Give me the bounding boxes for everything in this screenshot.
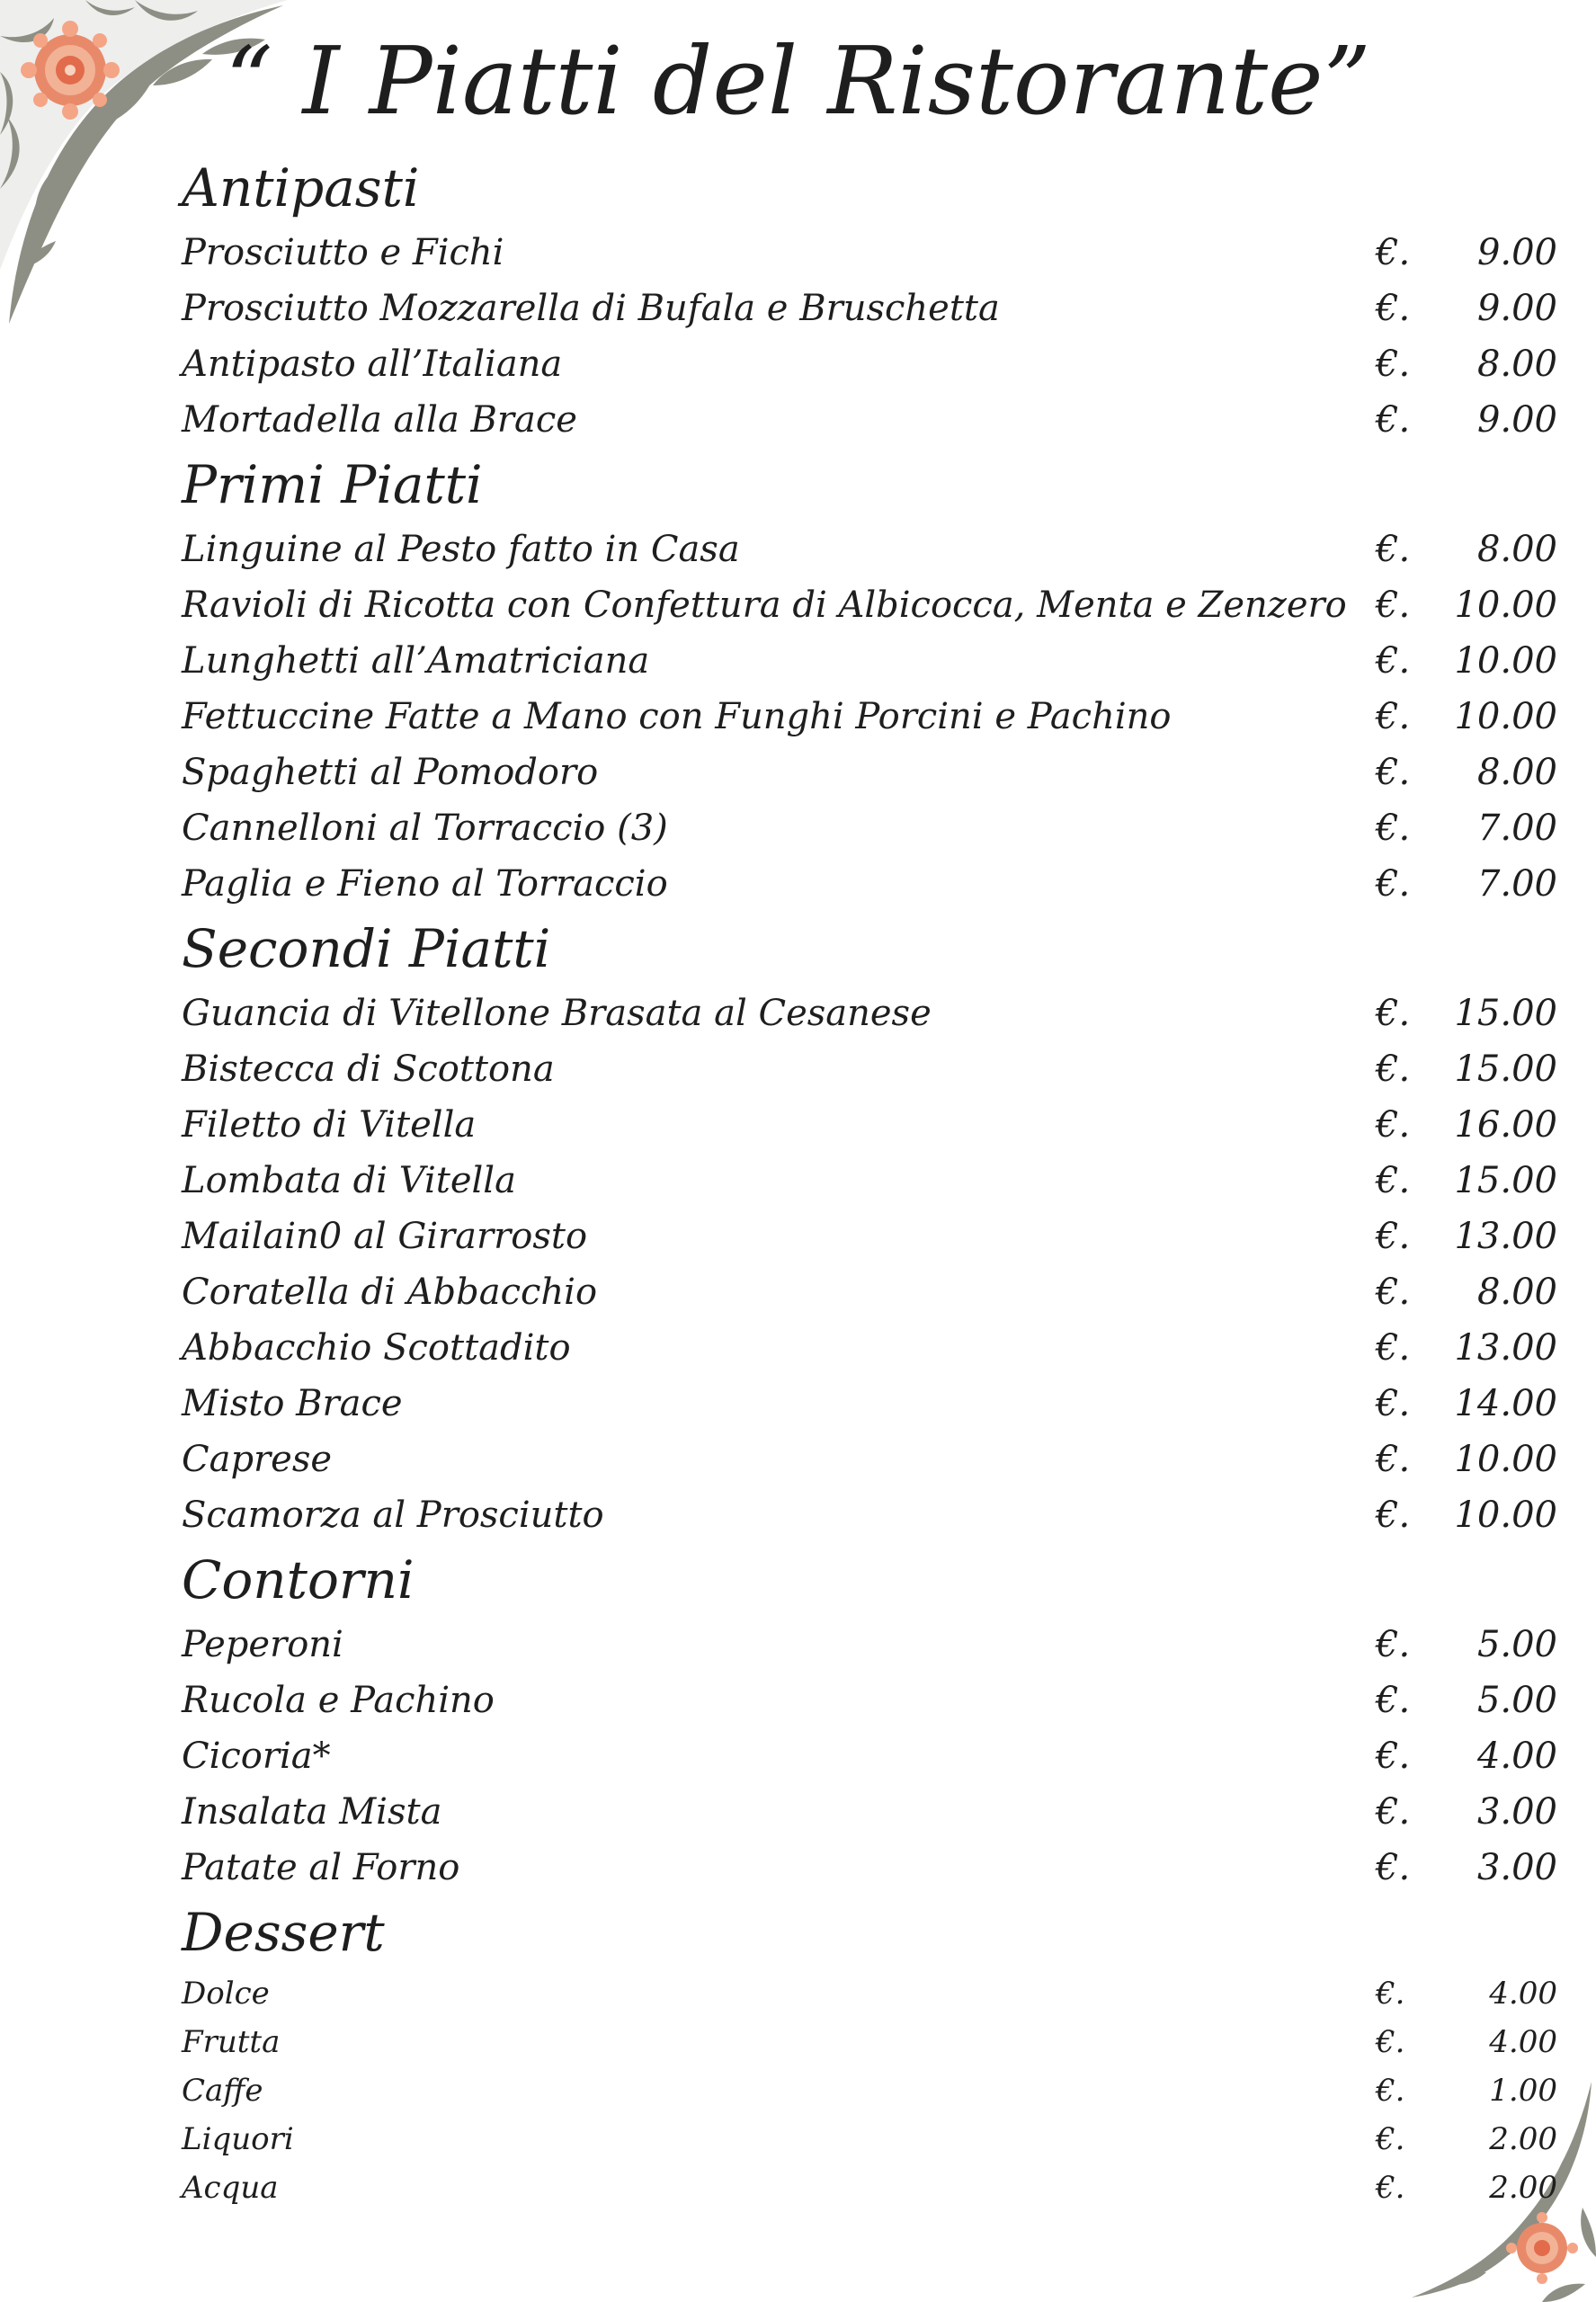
menu-title: “ I Piatti del Ristorante” bbox=[225, 26, 1371, 136]
section-primi-piatti bbox=[182, 448, 1566, 912]
currency-label: €. bbox=[1376, 696, 1411, 737]
menu-item bbox=[182, 1673, 1566, 1728]
item-price: 8.00 bbox=[1476, 529, 1557, 570]
item-name: Antipasto all’Italiana bbox=[182, 344, 563, 385]
currency-label: €. bbox=[1376, 1976, 1405, 2012]
section-title: Antipasti bbox=[182, 157, 420, 219]
item-price: 4.00 bbox=[1489, 1976, 1557, 2012]
item-price: 4.00 bbox=[1489, 2024, 1557, 2060]
item-price: 5.00 bbox=[1476, 1624, 1557, 1665]
item-name: Frutta bbox=[182, 2024, 281, 2060]
item-price: 9.00 bbox=[1476, 232, 1557, 273]
currency-label: €. bbox=[1376, 863, 1411, 905]
item-price: 10.00 bbox=[1454, 1439, 1557, 1480]
currency-label: €. bbox=[1376, 752, 1411, 793]
currency-label: €. bbox=[1376, 807, 1411, 849]
item-price: 15.00 bbox=[1454, 1048, 1557, 1090]
currency-label: €. bbox=[1376, 584, 1411, 626]
currency-label: €. bbox=[1376, 1624, 1411, 1665]
menu-item bbox=[182, 1432, 1566, 1487]
currency-label: €. bbox=[1376, 344, 1411, 385]
item-price: 10.00 bbox=[1454, 584, 1557, 626]
item-price: 8.00 bbox=[1476, 344, 1557, 385]
section-title: Secondi Piatti bbox=[182, 918, 551, 979]
section-title: Primi Piatti bbox=[182, 454, 483, 515]
menu-item bbox=[182, 336, 1566, 392]
item-price: 15.00 bbox=[1454, 993, 1557, 1034]
section-title: Contorni bbox=[182, 1549, 415, 1611]
item-name: Abbacchio Scottadito bbox=[182, 1327, 571, 1369]
section-antipasti bbox=[182, 151, 1566, 448]
item-price: 14.00 bbox=[1454, 1383, 1557, 1424]
item-price: 5.00 bbox=[1476, 1680, 1557, 1721]
item-name: Lunghetti all’Amatriciana bbox=[182, 640, 650, 682]
menu-item bbox=[182, 745, 1566, 800]
item-name: Cicoria* bbox=[182, 1735, 331, 1777]
item-price: 8.00 bbox=[1476, 1271, 1557, 1313]
item-price: 3.00 bbox=[1476, 1847, 1557, 1888]
item-name: Acqua bbox=[182, 2170, 279, 2206]
menu-item bbox=[182, 281, 1566, 336]
item-price: 2.00 bbox=[1489, 2121, 1557, 2157]
item-name: Scamorza al Prosciutto bbox=[182, 1495, 604, 1536]
item-name: Prosciutto e Fichi bbox=[182, 232, 504, 273]
item-name: Insalata Mista bbox=[182, 1791, 442, 1833]
item-name: Coratella di Abbacchio bbox=[182, 1271, 598, 1313]
menu-item bbox=[182, 1617, 1566, 1673]
menu-item bbox=[182, 577, 1566, 633]
currency-label: €. bbox=[1376, 2170, 1405, 2206]
item-name: Mailain0 al Girarrosto bbox=[182, 1216, 588, 1257]
menu-item bbox=[182, 856, 1566, 912]
section-dessert bbox=[182, 1896, 1566, 2212]
currency-label: €. bbox=[1376, 232, 1411, 273]
menu-item bbox=[182, 2115, 1566, 2164]
menu-item bbox=[182, 689, 1566, 745]
item-name: Lombata di Vitella bbox=[182, 1160, 516, 1201]
currency-label: €. bbox=[1376, 1680, 1411, 1721]
item-price: 9.00 bbox=[1476, 399, 1557, 441]
menu-item bbox=[182, 1487, 1566, 1543]
currency-label: €. bbox=[1376, 1216, 1411, 1257]
item-price: 10.00 bbox=[1454, 1495, 1557, 1536]
item-name: Liquori bbox=[182, 2121, 294, 2157]
menu-item bbox=[182, 2066, 1566, 2115]
item-price: 7.00 bbox=[1476, 863, 1557, 905]
item-name: Fettuccine Fatte a Mano con Funghi Porcini e Pachino bbox=[182, 696, 1172, 737]
menu-item bbox=[182, 1784, 1566, 1840]
item-price: 7.00 bbox=[1476, 807, 1557, 849]
menu-item bbox=[182, 1376, 1566, 1432]
item-name: Misto Brace bbox=[182, 1383, 403, 1424]
item-price: 3.00 bbox=[1476, 1791, 1557, 1833]
menu-item bbox=[182, 1041, 1566, 1097]
currency-label: €. bbox=[1376, 1847, 1411, 1888]
item-name: Dolce bbox=[182, 1976, 270, 2012]
item-name: Prosciutto Mozzarella di Bufala e Bruschetta bbox=[182, 288, 1000, 329]
menu-item bbox=[182, 986, 1566, 1041]
item-price: 1.00 bbox=[1489, 2073, 1557, 2109]
menu-item bbox=[182, 1153, 1566, 1209]
item-price: 16.00 bbox=[1454, 1104, 1557, 1146]
section-contorni bbox=[182, 1543, 1566, 1896]
menu-item bbox=[182, 1969, 1566, 2018]
menu-item bbox=[182, 1728, 1566, 1784]
currency-label: €. bbox=[1376, 399, 1411, 441]
menu-item bbox=[182, 633, 1566, 689]
item-price: 13.00 bbox=[1454, 1216, 1557, 1257]
menu-item bbox=[182, 1840, 1566, 1896]
item-name: Bistecca di Scottona bbox=[182, 1048, 555, 1090]
menu-item bbox=[182, 1209, 1566, 1264]
currency-label: €. bbox=[1376, 1160, 1411, 1201]
menu-item bbox=[182, 392, 1566, 448]
currency-label: €. bbox=[1376, 2024, 1405, 2060]
currency-label: €. bbox=[1376, 640, 1411, 682]
currency-label: €. bbox=[1376, 1383, 1411, 1424]
menu-item bbox=[182, 2164, 1566, 2212]
item-name: Guancia di Vitellone Brasata al Cesanese bbox=[182, 993, 932, 1034]
item-name: Linguine al Pesto fatto in Casa bbox=[182, 529, 740, 570]
item-price: 15.00 bbox=[1454, 1160, 1557, 1201]
menu-item bbox=[182, 225, 1566, 281]
item-price: 13.00 bbox=[1454, 1327, 1557, 1369]
menu-list bbox=[182, 151, 1566, 2212]
menu-item bbox=[182, 1320, 1566, 1376]
menu-item bbox=[182, 1097, 1566, 1153]
item-price: 10.00 bbox=[1454, 696, 1557, 737]
section-title: Dessert bbox=[182, 1902, 385, 1963]
item-name: Patate al Forno bbox=[182, 1847, 460, 1888]
item-name: Rucola e Pachino bbox=[182, 1680, 495, 1721]
item-name: Spaghetti al Pomodoro bbox=[182, 752, 599, 793]
currency-label: €. bbox=[1376, 1048, 1411, 1090]
currency-label: €. bbox=[1376, 993, 1411, 1034]
currency-label: €. bbox=[1376, 2121, 1405, 2157]
item-name: Peperoni bbox=[182, 1624, 343, 1665]
item-name: Caprese bbox=[182, 1439, 333, 1480]
item-name: Paglia e Fieno al Torraccio bbox=[182, 863, 668, 905]
item-price: 9.00 bbox=[1476, 288, 1557, 329]
item-price: 4.00 bbox=[1476, 1735, 1557, 1777]
menu-item bbox=[182, 1264, 1566, 1320]
item-price: 10.00 bbox=[1454, 640, 1557, 682]
currency-label: €. bbox=[1376, 1439, 1411, 1480]
item-price: 8.00 bbox=[1476, 752, 1557, 793]
currency-label: €. bbox=[1376, 1271, 1411, 1313]
item-price: 2.00 bbox=[1489, 2170, 1557, 2206]
item-name: Ravioli di Ricotta con Confettura di Albicocca, Menta e Zenzero bbox=[182, 584, 1347, 626]
currency-label: €. bbox=[1376, 1791, 1411, 1833]
currency-label: €. bbox=[1376, 1104, 1411, 1146]
currency-label: €. bbox=[1376, 1735, 1411, 1777]
currency-label: €. bbox=[1376, 288, 1411, 329]
menu-item bbox=[182, 800, 1566, 856]
item-name: Caffe bbox=[182, 2073, 263, 2109]
currency-label: €. bbox=[1376, 1327, 1411, 1369]
menu-item bbox=[182, 2018, 1566, 2066]
currency-label: €. bbox=[1376, 2073, 1405, 2109]
currency-label: €. bbox=[1376, 529, 1411, 570]
item-name: Mortadella alla Brace bbox=[182, 399, 577, 441]
item-name: Cannelloni al Torraccio (3) bbox=[182, 807, 668, 849]
item-name: Filetto di Vitella bbox=[182, 1104, 477, 1146]
currency-label: €. bbox=[1376, 1495, 1411, 1536]
menu-item bbox=[182, 522, 1566, 577]
section-secondi-piatti bbox=[182, 912, 1566, 1543]
